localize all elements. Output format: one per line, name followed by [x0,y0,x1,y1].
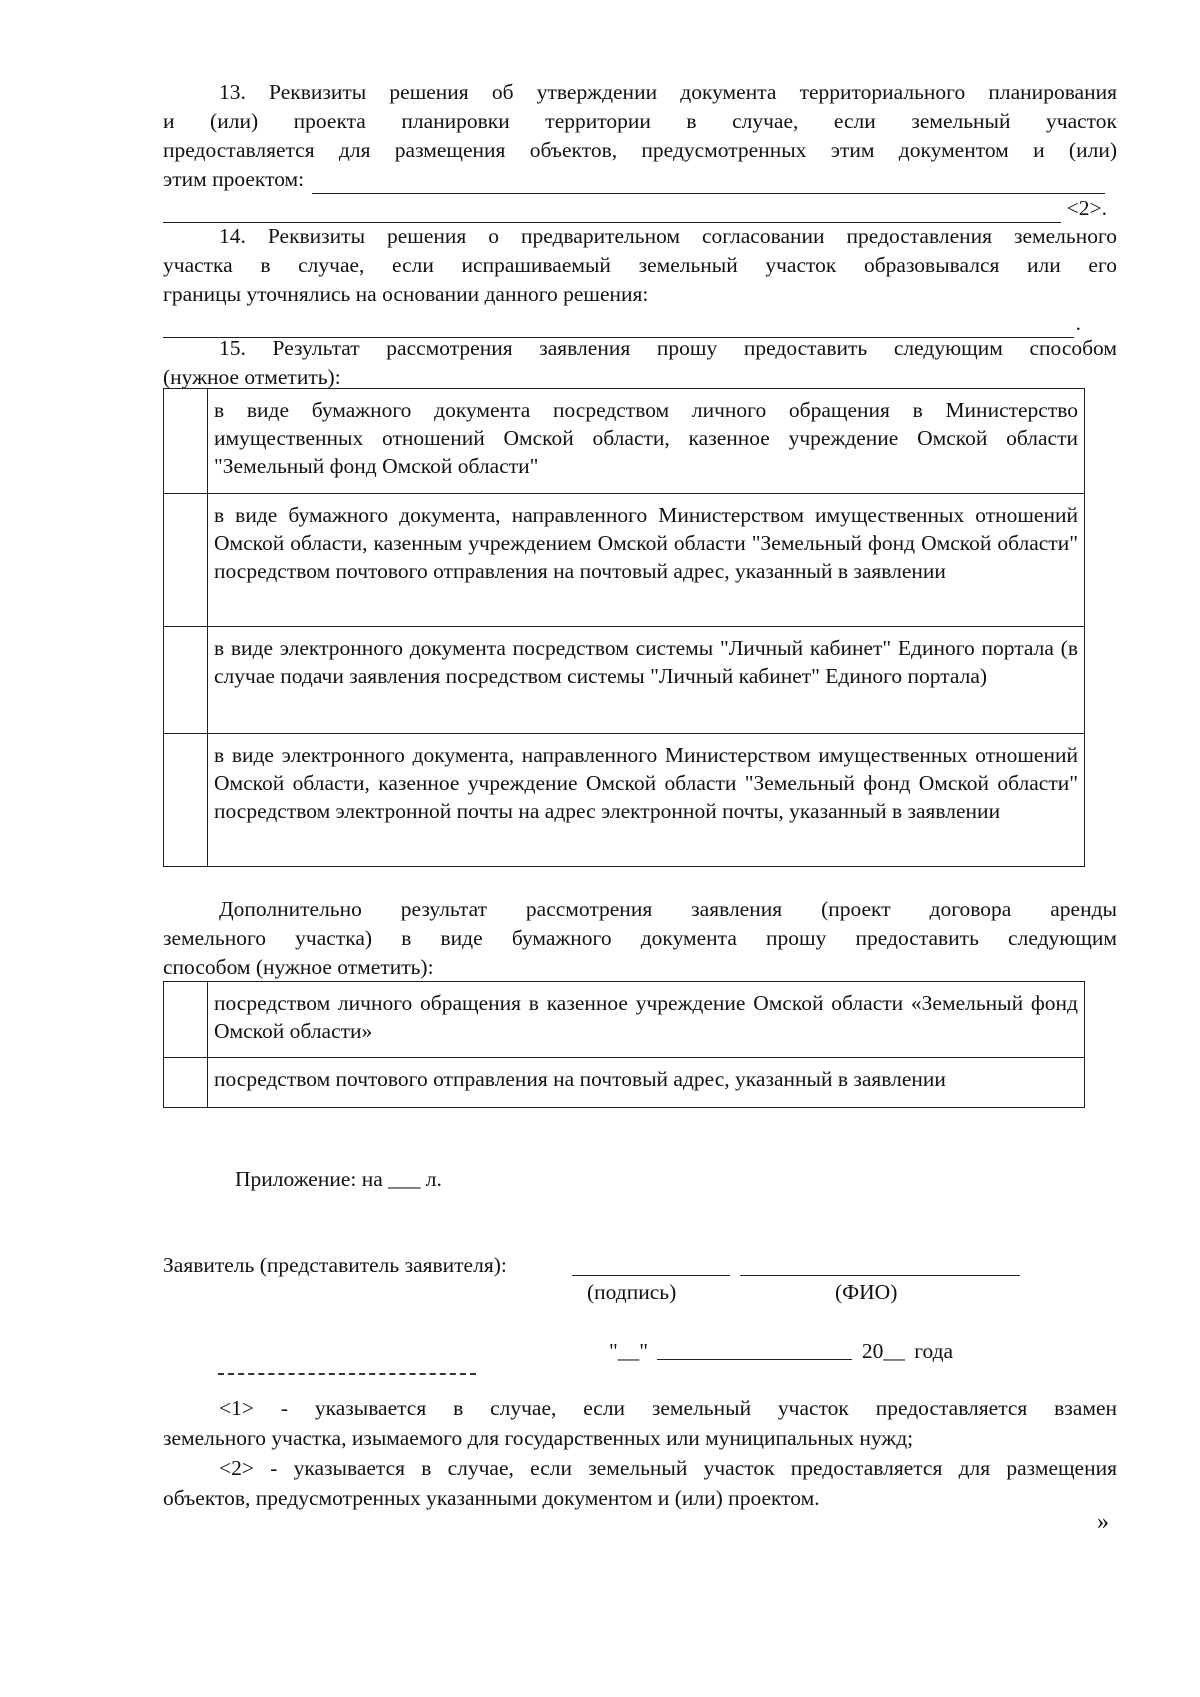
signature-field[interactable] [572,1254,730,1276]
item-14-line-2: участка в случае, если испрашиваемый земельный участок образовывался или его [163,253,1117,277]
option-3-checkbox[interactable] [164,627,208,734]
date-year-prefix: 20 [861,1339,884,1363]
additional-option-2-checkbox[interactable] [164,1058,208,1108]
option-1-checkbox[interactable] [164,389,208,494]
item-13-line-1: 13. Реквизиты решения об утверждении документа территориального планирования [219,80,1117,104]
option-1-text: в виде бумажного документа посредством личного обращения в Министерство имущественных отношений Омской области, казенное учреждение Омской области "Земельный фонд Омской области" [208,389,1085,494]
item-14 [163,222,1117,338]
item-13-line-5 [163,194,1117,223]
item-13-fill-field[interactable] [312,173,1105,194]
table-row [164,627,1085,734]
option-2-text: в виде бумажного документа, направленного Министерством имущественных отношений Омской области, казенным учреждением Омской области "Земельный фонд Омской области" посредством почтового отправления на почтовый адрес, указанный в заявлении [208,494,1085,627]
item-13-note-ref: <2>. [1066,196,1107,220]
footnote-1-line-1: <1> - указывается в случае, если земельный участок предоставляется взамен [219,1396,1117,1420]
closing-quote-mark: » [1097,1509,1109,1535]
footnotes [163,1393,1117,1513]
table-row [164,494,1085,627]
attachment-prefix: Приложение: на [235,1167,383,1191]
footnote-1-line-2: земельного участка, изымаемого для государственных или муниципальных нужд; [163,1426,914,1450]
option-4-text: в виде электронного документа, направленного Министерством имущественных отношений Омской области, казенное учреждение Омской области "Земельный фонд Омской области" посредством электронной почты на адрес электронной почты, указанный в заявлении [208,734,1085,867]
name-field[interactable] [740,1254,1020,1276]
table-row [164,1058,1085,1108]
attachment-pages-blank[interactable]: ___ [388,1167,421,1191]
item-13-line-3: предоставляется для размещения объектов, предусмотренных этим документом и (или) [163,138,1117,162]
item-15-options-table [163,388,1085,867]
item-15-line-1: 15. Результат рассмотрения заявления прошу предоставить следующим способом [219,336,1117,360]
item-15-heading [163,334,1117,392]
footnote-separator [218,1373,476,1375]
item-14-line-3: границы уточнялись на основании данного решения: [163,282,649,306]
option-3-text: в виде электронного документа посредством системы "Личный кабинет" Единого портала (в случае подачи заявления посредством системы "Личный кабинет" Единого портала) [208,627,1085,734]
additional-line-2: земельного участка) в виде бумажного документа прошу предоставить следующим [163,926,1117,950]
signature-caption: (подпись) [587,1280,677,1304]
footnote-2-line-2: объектов, предусмотренных указанными документом и (или) проектом. [163,1486,820,1510]
additional-option-1-checkbox[interactable] [164,982,208,1058]
table-row [164,734,1085,867]
additional-options-table [163,981,1085,1108]
option-4-checkbox[interactable] [164,734,208,867]
applicant-label: Заявитель (представитель заявителя): [163,1253,507,1277]
item-13 [163,78,1117,223]
item-14-line-1: 14. Реквизиты решения о предварительном согласовании предоставления земельного [219,224,1117,248]
name-caption: (ФИО) [835,1280,898,1304]
additional-line-1: Дополнительно результат рассмотрения заявления (проект договора аренды [219,897,1117,921]
additional-option-1-text: посредством личного обращения в казенное учреждение Омской области «Земельный фонд Омской области» [208,982,1085,1058]
table-row [164,982,1085,1058]
table-row [164,389,1085,494]
item-13-line-4-text: этим проектом: [163,167,305,191]
date-year-blank[interactable]: __ [883,1339,905,1363]
attachment-suffix: л. [425,1167,442,1191]
item-15-line-2: (нужное отметить): [163,365,341,389]
additional-line-3: способом (нужное отметить): [163,955,434,979]
date-suffix: года [914,1339,954,1363]
footnote-2-line-1: <2> - указывается в случае, если земельный участок предоставляется для размещения [219,1456,1117,1480]
attachment-line [235,1167,442,1192]
date-line [609,1339,953,1364]
item-13-fill-field-2[interactable] [163,202,1061,223]
item-13-line-2: и (или) проекта планировки территории в случае, если земельный участок [163,109,1117,133]
option-2-checkbox[interactable] [164,494,208,627]
date-month-field[interactable] [657,1339,852,1360]
item-14-end: . [1075,311,1081,335]
additional-option-2-text: посредством почтового отправления на почтовый адрес, указанный в заявлении [208,1058,1085,1108]
date-quote-close: " [639,1339,649,1363]
item-13-line-4 [163,165,1117,194]
date-quote-open: " [609,1339,618,1363]
date-day-blank[interactable]: __ [617,1339,640,1363]
additional-heading [163,895,1117,982]
